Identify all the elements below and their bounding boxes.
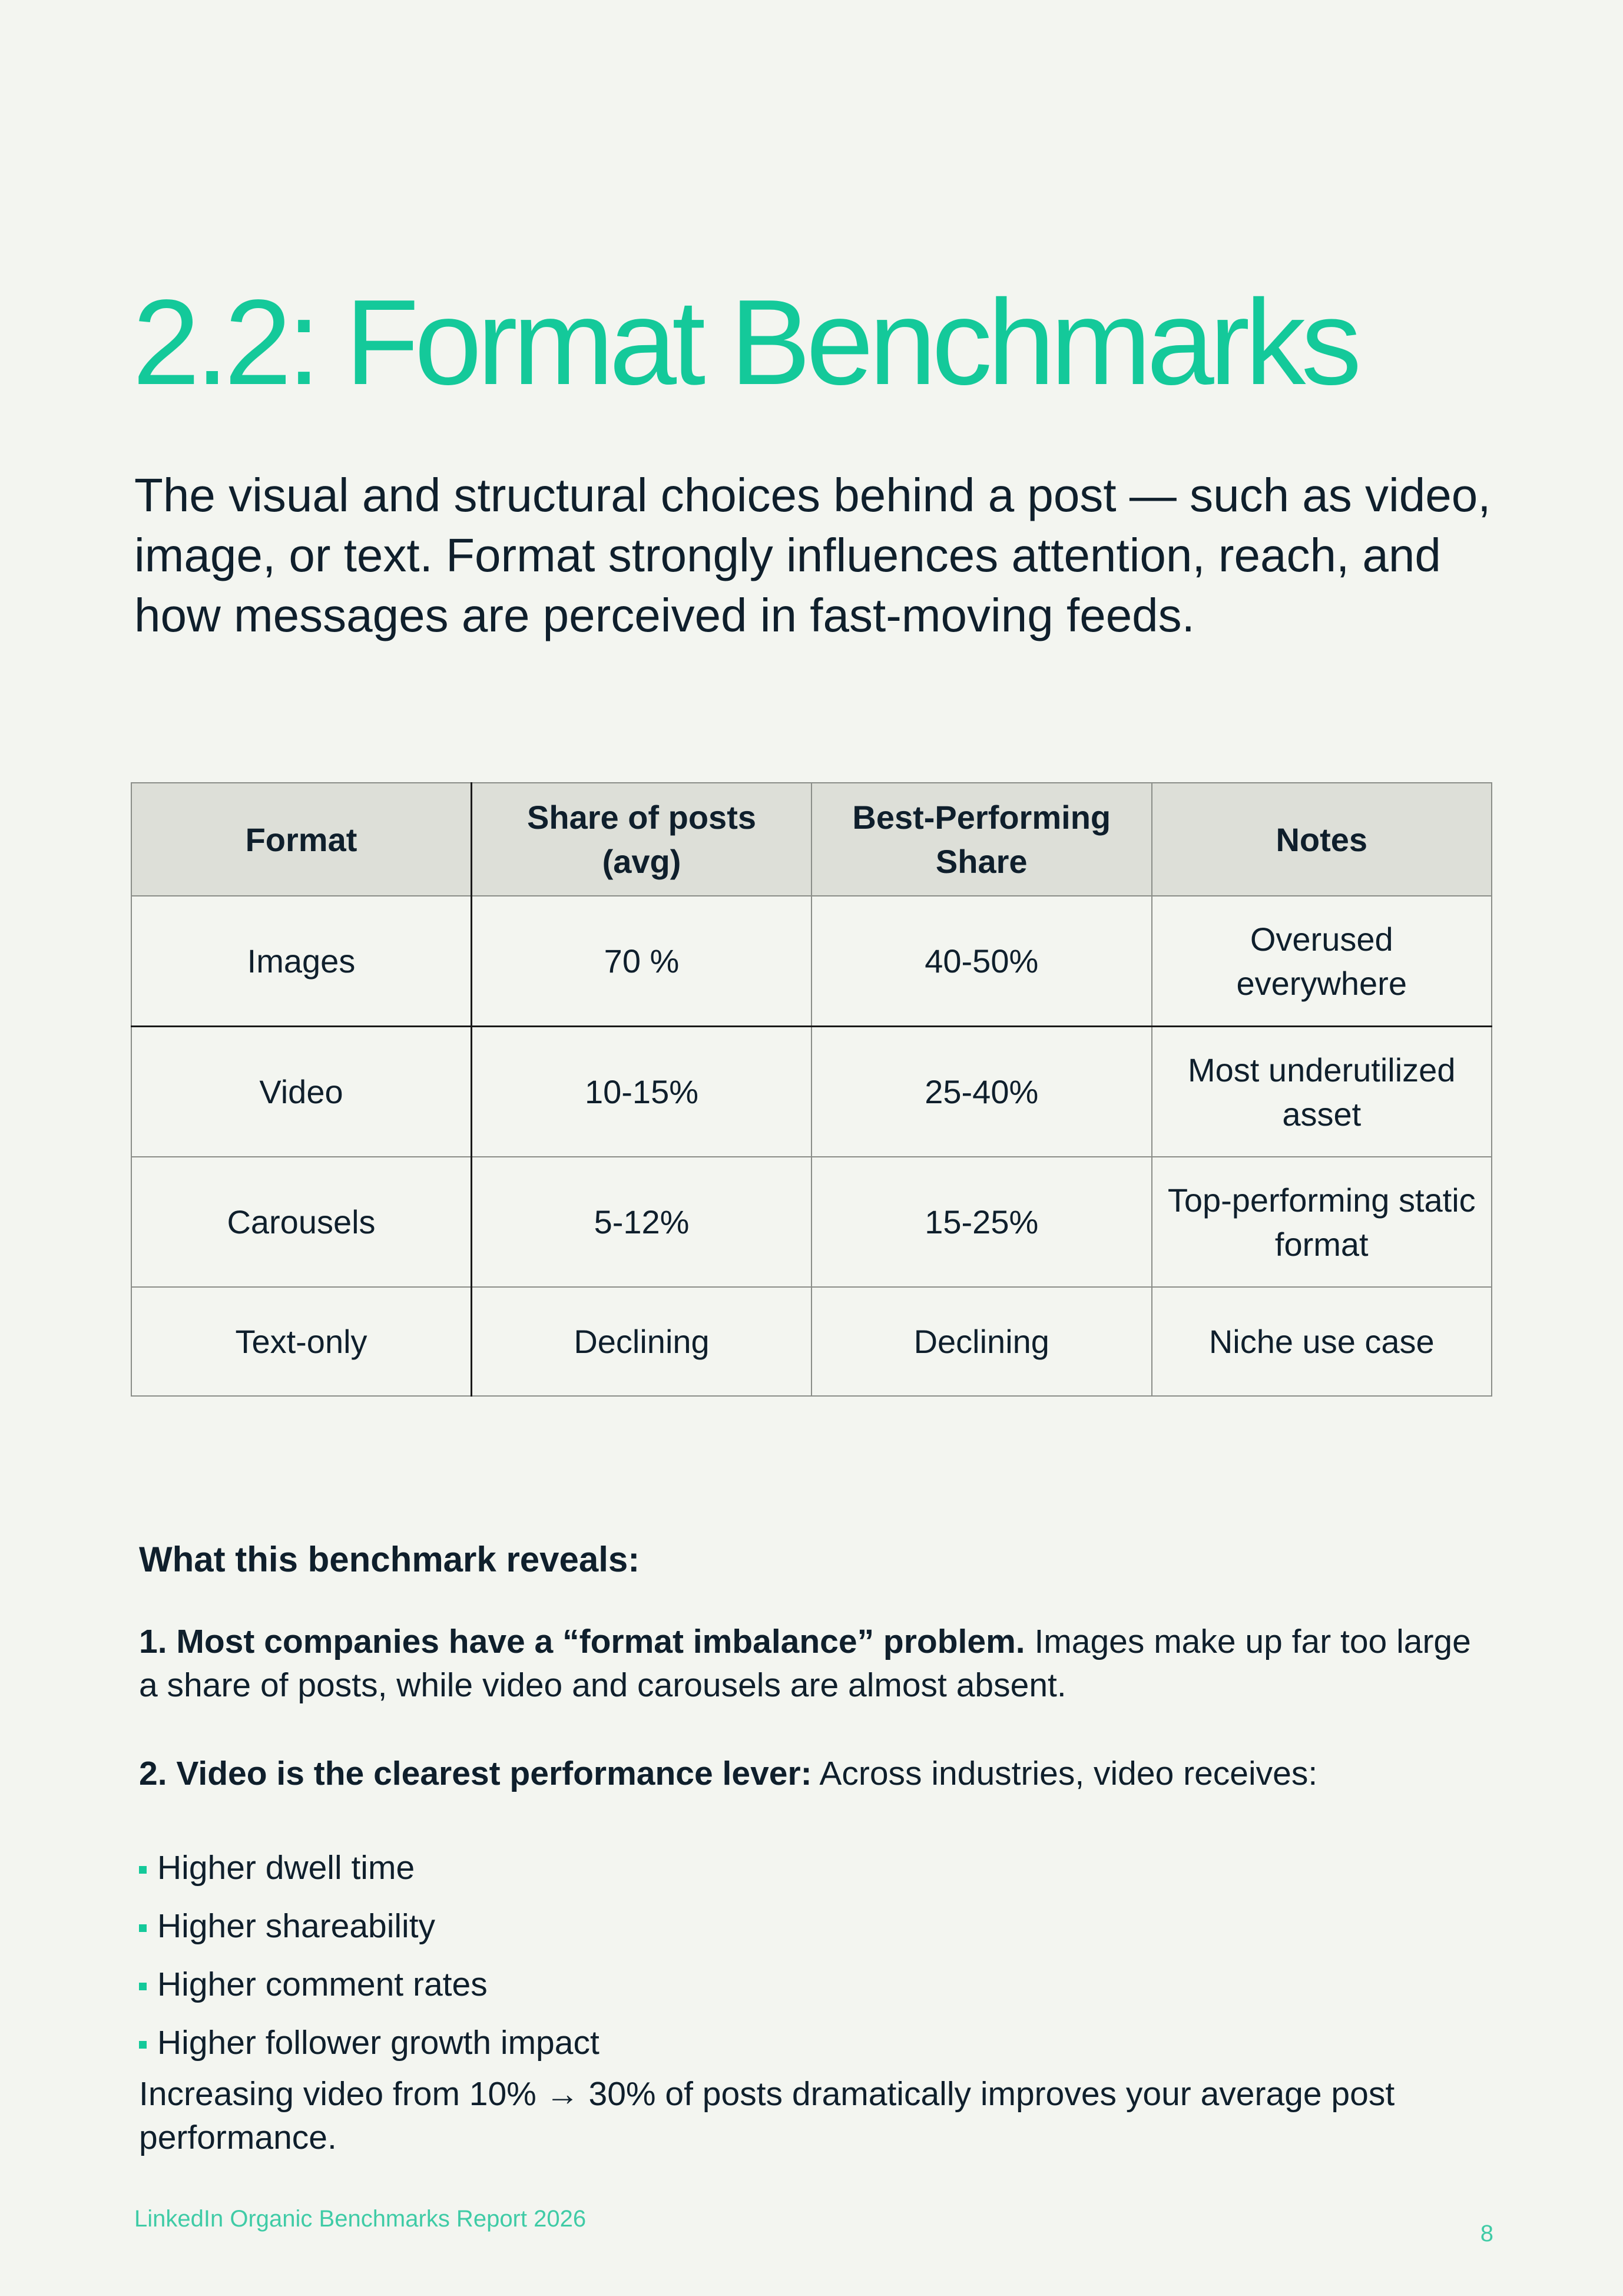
list-item: Higher follower growth impact [139,2014,1493,2072]
footer-report-name: LinkedIn Organic Benchmarks Report 2026 [134,2206,587,2232]
table-row [131,1027,1492,1157]
table-row [131,896,1492,1027]
table-row [131,1157,1492,1287]
cell-best-share: 40-50% [812,896,1152,1027]
point-2-paragraph [139,1752,1493,1795]
point-1-paragraph [139,1620,1493,1707]
cell-best-share: 25-40% [812,1027,1152,1157]
list-item: Higher comment rates [139,1956,1493,2014]
point-2-lead: 2. Video is the clearest performance lever: [139,1755,812,1792]
square-bullet-icon [139,1983,147,1990]
cell-notes: Niche use case [1152,1287,1492,1396]
square-bullet-icon [139,2041,147,2049]
cell-format: Carousels [131,1157,472,1287]
cell-notes: Overused everywhere [1152,896,1492,1027]
list-item: Higher shareability [139,1897,1493,1956]
cell-notes: Top-performing static format [1152,1157,1492,1287]
page-number: 8 [1480,2221,1493,2247]
point-1-lead: 1. Most companies have a “format imbalance” problem. [139,1623,1025,1660]
intro-paragraph: The visual and structural choices behind a post — such as video, image, or text. Format strongly influences attention, reach, and how messages are perceived in fast-moving feeds. [134,469,1491,641]
cell-format: Video [131,1027,472,1157]
table-header-row [131,783,1492,896]
closing-paragraph: Increasing video from 10% → 30% of posts dramatically improves your average post performance. [139,2075,1395,2156]
table-row [131,1287,1492,1396]
cell-share: 70 % [472,896,812,1027]
header-format: Format [131,783,472,896]
square-bullet-icon [139,1866,147,1874]
cell-format: Text-only [131,1287,472,1396]
video-benefits-list [139,1839,1493,2072]
cell-best-share: 15-25% [812,1157,1152,1287]
section-heading: What this benchmark reveals: [139,1540,640,1579]
square-bullet-icon [139,1924,147,1932]
cell-share: 10-15% [472,1027,812,1157]
point-2-text: Across industries, video receives: [812,1755,1318,1792]
header-notes: Notes [1152,783,1492,896]
point-1-text: Images make up far too large a share of posts, while video and carousels are almost absent. [139,1623,1471,1704]
page-title: 2.2: Format Benchmarks [133,274,1357,410]
cell-format: Images [131,896,472,1027]
format-benchmark-table [131,782,1492,1397]
benchmark-reveals-section [139,1536,1493,2159]
header-best-performing-share: Best-Performing Share [812,783,1152,896]
cell-notes: Most underutilized asset [1152,1027,1492,1157]
cell-best-share: Declining [812,1287,1152,1396]
list-item: Higher dwell time [139,1839,1493,1897]
cell-share: 5-12% [472,1157,812,1287]
header-share-of-posts: Share of posts (avg) [472,783,812,896]
cell-share: Declining [472,1287,812,1396]
